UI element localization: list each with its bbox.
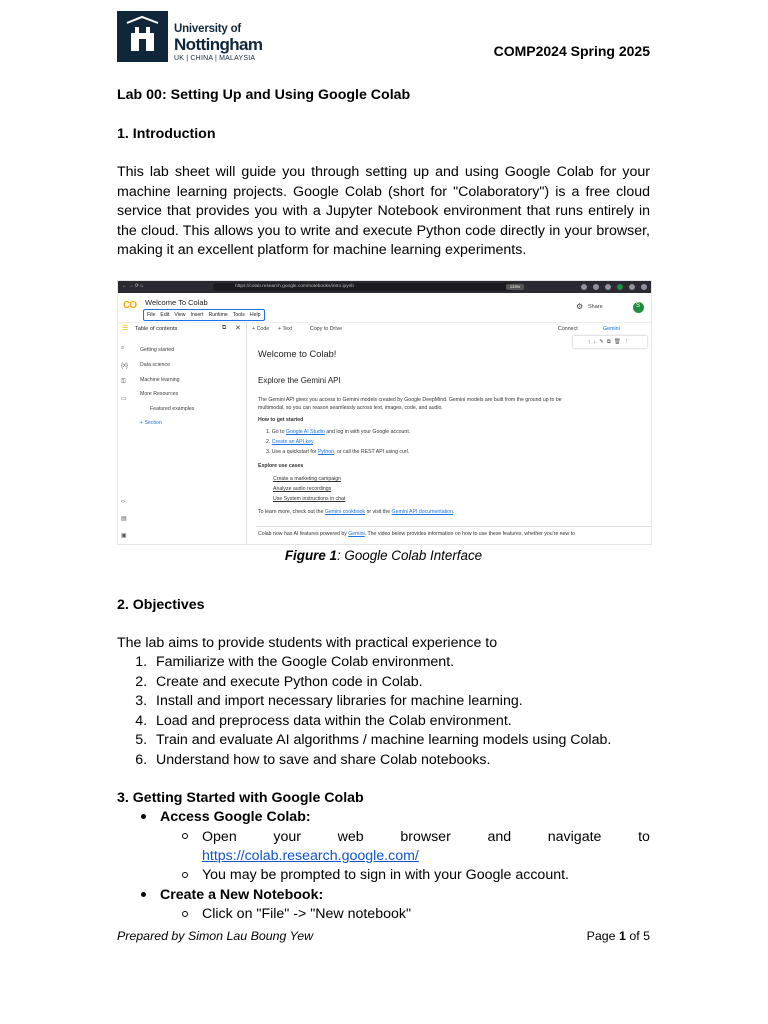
code-snippets-icon: ‹› <box>121 499 125 505</box>
avatar-letter: S <box>636 303 641 309</box>
add-text-label: + Text <box>278 326 293 332</box>
menu-tools: Tools <box>232 312 245 318</box>
university-logo <box>117 11 263 64</box>
use-case-link: Use System instructions in chat <box>273 496 346 502</box>
content-paragraph-1b: multimodal, so you can reason seamlessly across text, images, code, and audio. <box>258 405 443 411</box>
variables-icon: {x} <box>121 363 129 369</box>
add-code-label: + Code <box>252 326 270 332</box>
user-avatar <box>633 302 644 313</box>
sub-bullet-icon <box>182 833 188 839</box>
figure-caption <box>117 548 650 563</box>
browser-ext-icon <box>605 284 611 290</box>
toc-close-icon: ✕ <box>235 325 241 332</box>
zoom-level: 133% <box>506 284 524 290</box>
getting-started-heading: 3. Getting Started with Google Colab <box>117 790 364 806</box>
footer-author: Prepared by Simon Lau Boung Yew <box>117 929 314 943</box>
use-case-link: Analyze audio recordings <box>273 486 332 492</box>
objective-item: 2. Create and execute Python code in Colab. <box>151 673 651 693</box>
learn-more-text: To learn more, check out the Gemini cookbook or visit the Gemini API documentation. <box>258 509 455 515</box>
menu-edit: Edit <box>160 312 170 318</box>
intro-heading: 1. Introduction <box>117 126 216 142</box>
objectives-list <box>117 653 651 770</box>
panel-divider <box>246 322 247 544</box>
how-to-heading: How to get started <box>258 417 304 423</box>
toc-popout-icon: ⧉ <box>222 325 227 331</box>
toc-add-section: + Section <box>140 420 162 426</box>
toc-item: Data science <box>140 362 170 368</box>
settings-gear-icon: ⚙ <box>576 302 584 311</box>
browser-bar <box>118 281 651 293</box>
footer-page-number: Page 1 of 5 <box>586 929 650 943</box>
logo-line-3: UK | CHINA | MALAYSIA <box>174 55 256 62</box>
objective-item: 4. Load and preprocess data within the Colab environment. <box>151 712 651 732</box>
sub-bullet-icon <box>182 911 188 917</box>
bullet-icon <box>141 892 146 897</box>
browser-url: https://colab.research.google.com/notebooks/intro.ipynb <box>213 283 513 291</box>
content-heading: Welcome to Colab! <box>258 349 337 359</box>
content-paragraph-1a: The Gemini API gives you access to Gemini models created by Google DeepMind. Gemini models are built from the ground up to be <box>258 397 562 403</box>
notebook-title: Welcome To Colab <box>145 298 208 307</box>
colab-screenshot-figure <box>117 280 652 545</box>
figure-caption-text: : Google Colab Interface <box>336 548 483 563</box>
menu-help: Help <box>249 312 261 318</box>
objectives-heading: 2. Objectives <box>117 597 205 613</box>
colab-url-link[interactable]: https://colab.research.google.com/ <box>202 848 419 864</box>
toc-item: Machine learning <box>140 377 180 383</box>
gemini-label: Gemini <box>603 326 620 332</box>
step-item: 2. Create an API key. <box>266 439 315 445</box>
course-code: COMP2024 Spring 2025 <box>493 43 650 59</box>
content-subheading: Explore the Gemini API <box>258 376 341 385</box>
files-folder-icon: ▭ <box>121 396 127 402</box>
search-icon: ⌕ <box>121 345 125 351</box>
menu-runtime: Runtime <box>208 312 228 318</box>
menu-insert: Insert <box>190 312 204 318</box>
terminal-icon: ▣ <box>121 533 127 539</box>
signin-note: You may be prompted to sign in with your Google account. <box>202 867 569 883</box>
menu-view: View <box>174 312 186 318</box>
intro-paragraph: This lab sheet will guide you through setting up and using Google Colab for your machine learning projects. Google Colab (short for "Colaboratory") is a free cloud service that provides you with a Jupyter Notebook environment that runs entirely in the cloud. This allows you to write and execute Python code directly in your browser, making it an excellent platform for machine learning experiments. <box>117 164 650 258</box>
secrets-key-icon: ⚿ <box>121 379 126 385</box>
toc-item: More Resources <box>140 391 179 397</box>
objective-item: 6. Understand how to save and share Colab notebooks. <box>151 751 651 771</box>
toc-list-icon: ☰ <box>122 325 129 332</box>
objective-item: 3. Install and import necessary libraries for machine learning. <box>151 692 651 712</box>
browser-ext-icon <box>581 284 587 290</box>
browser-menu-icon <box>641 284 647 290</box>
figure-label: Figure 1 <box>284 548 337 563</box>
colab-logo-icon: CO <box>123 300 136 311</box>
cell-divider <box>256 526 651 527</box>
lab-title: Lab 00: Setting Up and Using Google Colab <box>117 87 411 103</box>
new-notebook-label: Create a New Notebook: <box>160 887 324 903</box>
notebook-menubar <box>143 309 265 321</box>
access-colab-label: Access Google Colab: <box>160 809 311 825</box>
sub-bullet-icon <box>182 872 188 878</box>
objective-item: 1. Familiarize with the Google Colab environment. <box>151 653 651 673</box>
share-label: Share <box>588 304 603 310</box>
use-case-link: Create a marketing campaign <box>273 476 342 482</box>
step-item: 3. Use a quickstart for Python, or call the REST API using curl. <box>266 449 410 455</box>
browser-ext-icon <box>629 284 635 290</box>
connect-label: Connect <box>558 326 578 332</box>
copy-to-drive-label: Copy to Drive <box>310 326 343 332</box>
objective-item: 5. Train and evaluate AI algorithms / machine learning models using Colab. <box>151 731 651 751</box>
browser-nav-icons: ← → ⟳ ⌂ <box>122 283 144 289</box>
new-notebook-step: Click on "File" -> "New notebook" <box>202 906 412 922</box>
step-item: 1. Go to Google AI Studio and log in with your Google account. <box>266 429 411 435</box>
browser-ext-icon <box>617 284 623 290</box>
bullet-icon <box>141 814 146 819</box>
ai-features-text: Colab now has AI features powered by Gemini. The video below provides information on how to use these features, whether you're new to <box>258 531 575 537</box>
command-palette-icon: ▤ <box>121 516 127 522</box>
objectives-lead: The lab aims to provide students with practical experience to <box>117 635 498 651</box>
cell-toolbar: ↑↓✎⧉🗑⋮ <box>573 336 647 348</box>
toc-item: Featured examples <box>150 406 195 412</box>
notebook-toolbar <box>118 322 651 335</box>
toc-title: Table of contents <box>135 326 178 332</box>
open-browser-line: Open your web browser and navigate to <box>202 829 650 845</box>
explore-heading: Explore use cases <box>258 463 304 469</box>
logo-line-1: University of <box>174 23 242 35</box>
toc-item: Getting started <box>140 347 175 353</box>
university-crest-icon <box>117 11 168 62</box>
logo-line-2: Nottingham <box>174 35 263 54</box>
browser-ext-icon <box>593 284 599 290</box>
menu-file: File <box>147 312 156 318</box>
